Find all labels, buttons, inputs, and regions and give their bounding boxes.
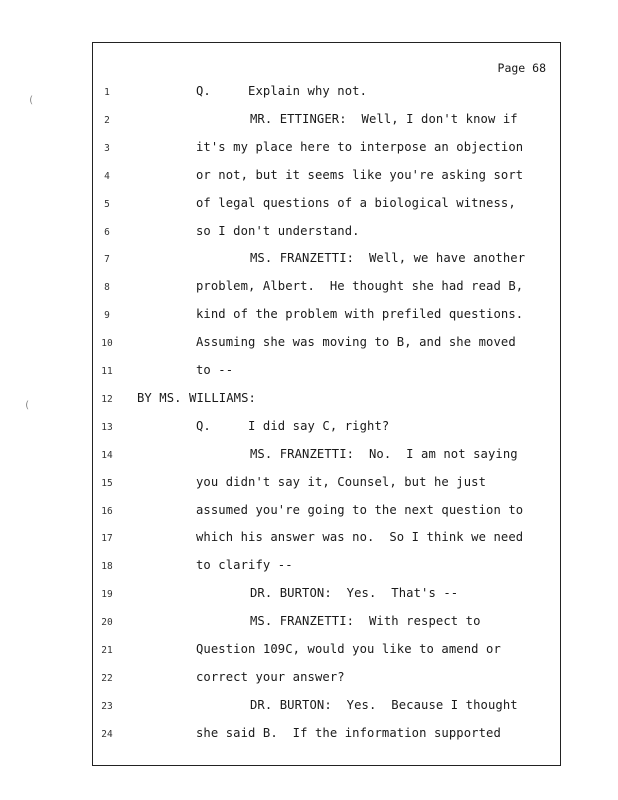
line-number: 14 <box>101 449 113 461</box>
transcript-line: to -- <box>196 363 234 377</box>
line-number: 22 <box>101 672 113 684</box>
transcript-line: Q. Explain why not. <box>196 84 368 98</box>
line-number: 23 <box>101 700 113 712</box>
scan-mark: ( <box>28 95 35 106</box>
line-number: 24 <box>101 728 113 740</box>
line-number: 21 <box>101 645 113 656</box>
transcript-line: or not, but it seems like you're asking sort <box>196 167 524 182</box>
line-number: 12 <box>101 393 113 405</box>
line-number: 11 <box>101 366 113 377</box>
line-number: 1 <box>104 87 110 98</box>
page-number: Page 68 <box>497 61 546 75</box>
transcript-line: she said B. If the information supported <box>196 725 501 740</box>
line-number: 8 <box>104 282 110 294</box>
line-number: 18 <box>101 561 113 573</box>
transcript-line: to clarify -- <box>196 558 293 573</box>
line-number: 13 <box>101 421 113 433</box>
transcript-line: it's my place here to interpose an objection <box>196 139 524 154</box>
transcript-line: DR. BURTON: Yes. That's -- <box>250 586 459 601</box>
transcript-line: so I don't understand. <box>196 223 360 238</box>
transcript-line: kind of the problem with prefiled questions. <box>196 307 524 322</box>
line-number: 7 <box>104 254 110 266</box>
line-number: 10 <box>101 338 113 350</box>
line-number: 20 <box>101 617 113 629</box>
transcript-line: MS. FRANZETTI: No. I am not saying <box>250 446 518 461</box>
transcript-line: BY MS. WILLIAMS: <box>137 390 256 405</box>
scan-mark: ( <box>24 400 31 411</box>
transcript-line: which his answer was no. So I think we need <box>196 530 524 545</box>
line-number: 9 <box>104 310 110 322</box>
line-number: 17 <box>101 533 113 545</box>
transcript-line: assumed you're going to the next question to <box>196 502 524 517</box>
line-number: 2 <box>104 114 110 126</box>
transcript-line: of legal questions of a biological witness, <box>196 195 516 210</box>
transcript-line: problem, Albert. He thought she had read B, <box>196 279 524 294</box>
transcript-line: MS. FRANZETTI: With respect to <box>250 614 481 629</box>
transcript-line: DR. BURTON: Yes. Because I thought <box>250 697 518 712</box>
line-number: 6 <box>104 226 110 238</box>
transcript-line: MR. ETTINGER: Well, I don't know if <box>250 111 518 126</box>
transcript-line: you didn't say it, Counsel, but he just <box>196 474 487 489</box>
transcript-line: Q. I did say C, right? <box>196 418 390 433</box>
line-number: 5 <box>104 198 110 210</box>
line-number: 15 <box>101 477 113 489</box>
transcript-line: correct your answer? <box>196 669 345 684</box>
transcript-line: MS. FRANZETTI: Well, we have another <box>250 251 526 266</box>
line-number: 16 <box>101 505 113 517</box>
transcript-line: Assuming she was moving to B, and she moved <box>196 335 516 350</box>
line-number: 3 <box>104 142 110 154</box>
transcript-line: Question 109C, would you like to amend or <box>196 642 501 656</box>
line-number: 4 <box>104 170 110 182</box>
line-number: 19 <box>101 589 113 601</box>
